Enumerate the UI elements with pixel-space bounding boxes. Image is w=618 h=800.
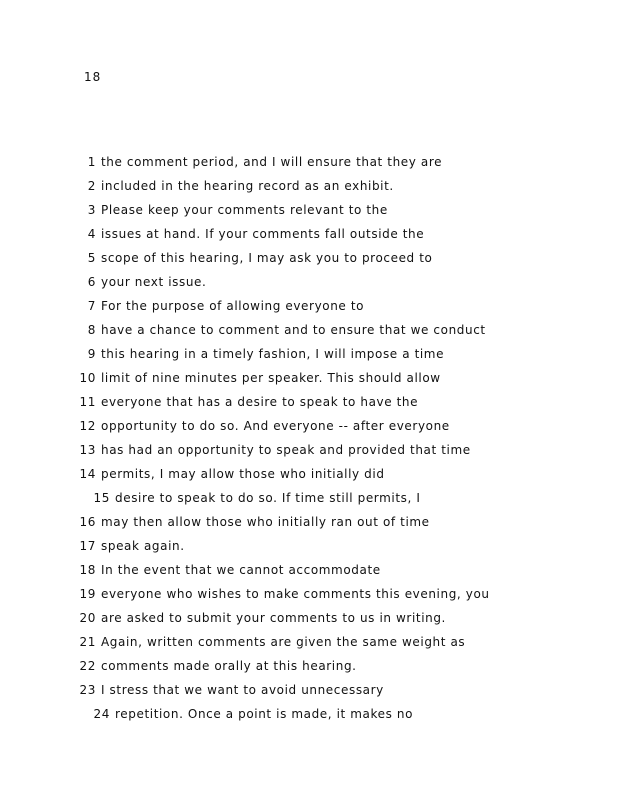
line-number: 20: [79, 611, 96, 625]
line-number: 23: [79, 683, 96, 697]
line-text: speak again.: [101, 539, 185, 553]
line-text: everyone who wishes to make comments this evening, you: [101, 587, 490, 601]
line-text: the comment period, and I will ensure that they are: [101, 155, 443, 169]
line-text: For the purpose of allowing everyone to: [101, 299, 365, 313]
transcript-line: [0, 488, 618, 512]
line-text: scope of this hearing, I may ask you to proceed to: [101, 251, 433, 265]
line-number: 19: [79, 587, 96, 601]
transcript-line: [0, 512, 618, 536]
transcript-line: [0, 656, 618, 680]
line-text: included in the hearing record as an exhibit.: [101, 179, 394, 193]
line-text: comments made orally at this hearing.: [101, 659, 357, 673]
transcript-line: [0, 440, 618, 464]
line-text: Again, written comments are given the same weight as: [101, 635, 466, 649]
line-number: 2: [87, 179, 96, 193]
line-text: has had an opportunity to speak and provided that time: [101, 443, 471, 457]
line-text: your next issue.: [101, 275, 207, 289]
line-text: I stress that we want to avoid unnecessary: [101, 683, 384, 697]
page-number: 18: [84, 70, 102, 84]
transcript-line: [0, 608, 618, 632]
line-text: desire to speak to do so. If time still permits, I: [115, 491, 421, 505]
line-number: 12: [79, 419, 96, 433]
transcript-line: [0, 560, 618, 584]
transcript-line: [0, 632, 618, 656]
line-number: 15: [93, 491, 110, 505]
transcript-line: [0, 464, 618, 488]
line-number: 14: [79, 467, 96, 481]
transcript-line: [0, 704, 618, 728]
line-number: 7: [87, 299, 96, 313]
line-text: this hearing in a timely fashion, I will impose a time: [101, 347, 445, 361]
line-text: permits, I may allow those who initially did: [101, 467, 385, 481]
line-text: opportunity to do so. And everyone -- after everyone: [101, 419, 450, 433]
line-text: are asked to submit your comments to us in writing.: [101, 611, 446, 625]
transcript-line: [0, 176, 618, 200]
line-text: everyone that has a desire to speak to have the: [101, 395, 419, 409]
transcript-line: [0, 152, 618, 176]
transcript-body: [0, 152, 618, 728]
line-number: 9: [87, 347, 96, 361]
line-number: 8: [87, 323, 96, 337]
line-number: 13: [79, 443, 96, 457]
line-number: 3: [87, 203, 96, 217]
line-number: 1: [87, 155, 96, 169]
transcript-line: [0, 344, 618, 368]
transcript-line: [0, 536, 618, 560]
line-text: may then allow those who initially ran out of time: [101, 515, 430, 529]
transcript-line: [0, 392, 618, 416]
transcript-line: [0, 248, 618, 272]
line-text: In the event that we cannot accommodate: [101, 563, 381, 577]
transcript-line: [0, 296, 618, 320]
line-number: 4: [87, 227, 96, 241]
line-number: 11: [79, 395, 96, 409]
line-number: 5: [87, 251, 96, 265]
line-number: 6: [87, 275, 96, 289]
transcript-line: [0, 272, 618, 296]
transcript-line: [0, 368, 618, 392]
transcript-line: [0, 224, 618, 248]
line-number: 22: [79, 659, 96, 673]
transcript-line: [0, 680, 618, 704]
transcript-line: [0, 320, 618, 344]
transcript-line: [0, 584, 618, 608]
line-text: have a chance to comment and to ensure that we conduct: [101, 323, 486, 337]
line-text: Please keep your comments relevant to the: [101, 203, 388, 217]
line-number: 10: [79, 371, 96, 385]
line-number: 21: [79, 635, 96, 649]
transcript-line: [0, 416, 618, 440]
line-number: 16: [79, 515, 96, 529]
line-text: repetition. Once a point is made, it makes no: [115, 707, 414, 721]
line-number: 18: [79, 563, 96, 577]
line-number: 17: [79, 539, 96, 553]
line-text: limit of nine minutes per speaker. This should allow: [101, 371, 441, 385]
transcript-line: [0, 200, 618, 224]
line-number: 24: [93, 707, 110, 721]
line-text: issues at hand. If your comments fall outside the: [101, 227, 425, 241]
